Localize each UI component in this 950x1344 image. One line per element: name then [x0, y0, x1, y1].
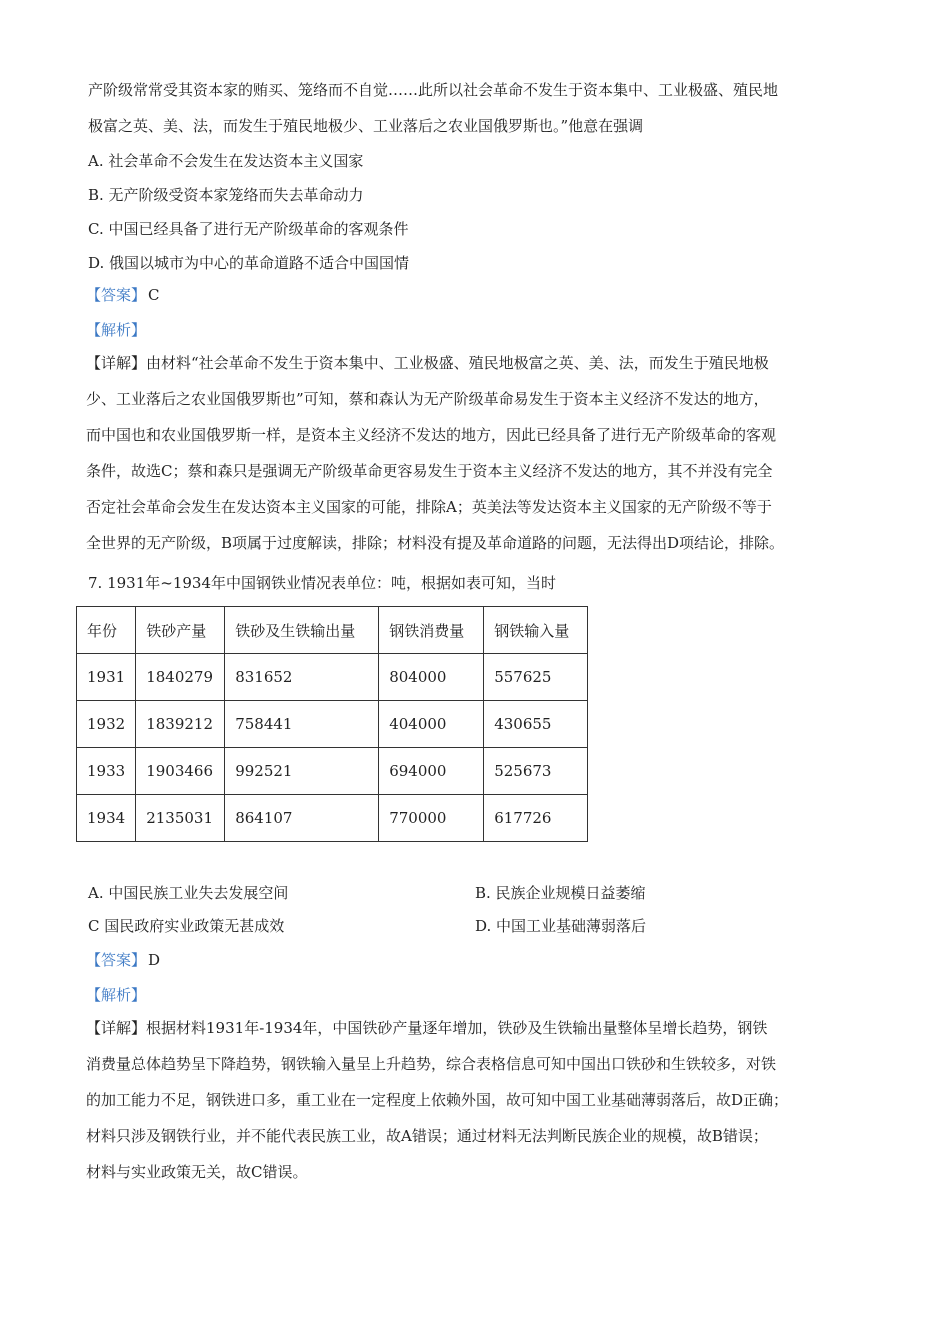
- q6-option-b: B. 无产阶级受资本家笼络而失去革命动力: [88, 186, 364, 204]
- table-cell: 1932: [77, 701, 136, 748]
- detail-line: 根据材料1931年-1934年，中国铁砂产量逐年增加，铁砂及生铁输出量整体呈增长趋势，钢铁: [146, 1019, 768, 1037]
- q7-option-a: A. 中国民族工业失去发展空间: [88, 884, 289, 902]
- table-cell: 1933: [77, 748, 136, 795]
- q6-option-a: A. 社会革命不会发生在发达资本主义国家: [88, 152, 364, 170]
- table-cell: 617726: [484, 795, 588, 842]
- table-cell: 992521: [225, 748, 379, 795]
- q6-options: [88, 144, 864, 280]
- header-cell: 钢铁消费量: [379, 607, 484, 654]
- q7-answer: [86, 943, 862, 977]
- q6-analysis-heading: [86, 313, 862, 347]
- table-cell: 430655: [484, 701, 588, 748]
- analysis-label: 【解析】: [86, 321, 147, 339]
- table-cell: 1934: [77, 795, 136, 842]
- table-cell: 758441: [225, 701, 379, 748]
- table-cell: 1931: [77, 654, 136, 701]
- table-cell: 831652: [225, 654, 379, 701]
- q6-answer: [86, 278, 862, 312]
- table-row: [77, 701, 588, 748]
- q7-option-c: C 国民政府实业政策无甚成效: [88, 917, 285, 935]
- detail-label: 【详解】: [86, 354, 147, 372]
- detail-line: 由材料“社会革命不发生于资本集中、工业极盛、殖民地极富之英、美、法，而发生于殖民地极: [146, 354, 769, 372]
- table-cell: 1903466: [136, 748, 225, 795]
- detail-line: 少、工业落后之农业国俄罗斯也”可知，蔡和森认为无产阶级革命易发生于资本主义经济不发达的地方，: [86, 390, 769, 408]
- analysis-label: 【解析】: [86, 986, 147, 1004]
- header-cell: 铁砂产量: [136, 607, 225, 654]
- header-cell: 铁砂及生铁输出量: [225, 607, 379, 654]
- detail-line: 的加工能力不足，钢铁进口多，重工业在一定程度上依赖外国，故可知中国工业基础薄弱落后，故D正确；: [86, 1091, 789, 1109]
- answer-label: 【答案】: [86, 951, 147, 969]
- table-cell: 525673: [484, 748, 588, 795]
- detail-line: 全世界的无产阶级，B项属于过度解读，排除；材料没有提及革命道路的问题，无法得出D项结论，排除。: [86, 534, 785, 552]
- q7-detail: [86, 1010, 862, 1190]
- table-cell: 1839212: [136, 701, 225, 748]
- header-cell: 年份: [77, 607, 136, 654]
- q6-stem-line: 产阶级常常受其资本家的贿买、笼络而不自觉……此所以社会革命不发生于资本集中、工业极盛、殖民地: [88, 81, 779, 99]
- q7-stem: 7. 1931年~1934年中国钢铁业情况表单位：吨，根据如表可知，当时: [88, 574, 556, 592]
- table-cell: 804000: [379, 654, 484, 701]
- table-row: [77, 795, 588, 842]
- table-cell: 694000: [379, 748, 484, 795]
- table-cell: 1840279: [136, 654, 225, 701]
- q7-option-b: B. 民族企业规模日益萎缩: [475, 884, 646, 902]
- answer-label: 【答案】: [86, 286, 147, 304]
- q7-option-d: D. 中国工业基础薄弱落后: [475, 917, 647, 935]
- answer-value: C: [148, 286, 160, 304]
- table-cell: 557625: [484, 654, 588, 701]
- table-cell: 770000: [379, 795, 484, 842]
- q6-option-d: D. 俄国以城市为中心的革命道路不适合中国国情: [88, 254, 410, 272]
- table-row: [77, 654, 588, 701]
- q6-option-c: C. 中国已经具备了进行无产阶级革命的客观条件: [88, 220, 409, 238]
- detail-line: 否定社会革命会发生在发达资本主义国家的可能，排除A；英美法等发达资本主义国家的无产阶级不等于: [86, 498, 772, 516]
- detail-line: 而中国也和农业国俄罗斯一样，是资本主义经济不发达的地方，因此已经具备了进行无产阶级革命的客观: [86, 426, 777, 444]
- q7-analysis-heading: [86, 978, 862, 1012]
- table-cell: 2135031: [136, 795, 225, 842]
- answer-value: D: [148, 951, 161, 969]
- table-header-row: [77, 607, 588, 654]
- table-row: [77, 748, 588, 795]
- detail-line: 条件，故选C；蔡和森只是强调无产阶级革命更容易发生于资本主义经济不发达的地方，其不并没有完全: [86, 462, 773, 480]
- table-cell: 864107: [225, 795, 379, 842]
- detail-label: 【详解】: [86, 1019, 147, 1037]
- detail-line: 材料只涉及钢铁行业，并不能代表民族工业，故A错误；通过材料无法判断民族企业的规模，故B错误；: [86, 1127, 768, 1145]
- detail-line: 消费量总体趋势呈下降趋势，钢铁输入量呈上升趋势，综合表格信息可知中国出口铁砂和生铁较多，对铁: [86, 1055, 777, 1073]
- steel-data-table: [76, 606, 588, 842]
- header-cell: 钢铁输入量: [484, 607, 588, 654]
- detail-line: 材料与实业政策无关，故C错误。: [86, 1163, 308, 1181]
- table-cell: 404000: [379, 701, 484, 748]
- q6-detail: [86, 345, 862, 561]
- q6-stem: [88, 72, 864, 144]
- q6-stem-line: 极富之英、美、法，而发生于殖民地极少、工业落后之农业国俄罗斯也。”他意在强调: [88, 117, 644, 135]
